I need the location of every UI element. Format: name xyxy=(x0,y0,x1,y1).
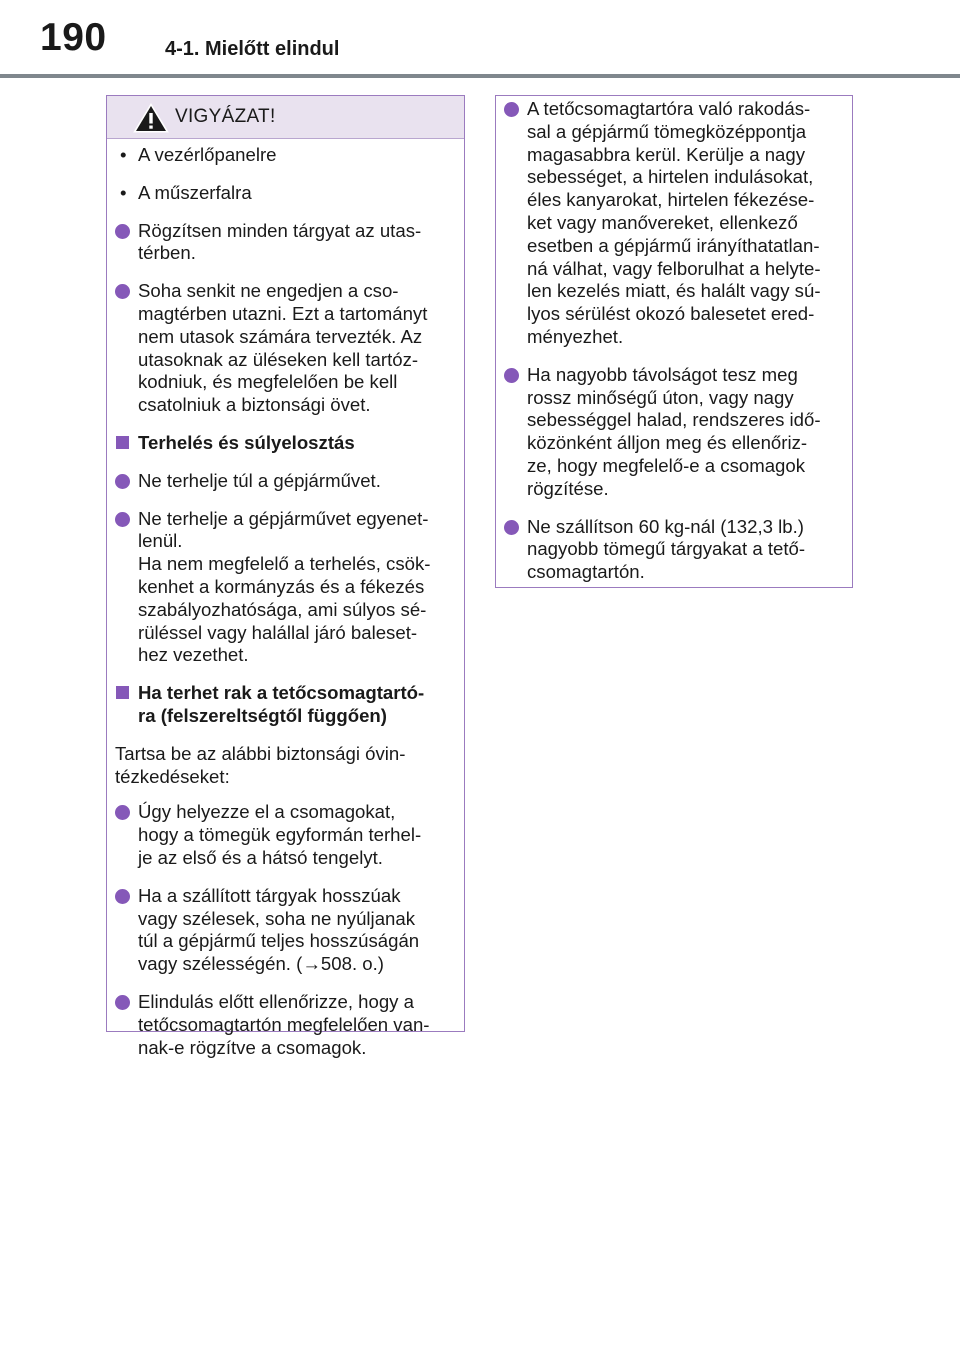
item-text: Ha terhet rak a tetőcsomagtartó- ra (felszereltségtől függően) xyxy=(138,682,425,726)
list-marker xyxy=(115,801,138,869)
warning-box-right xyxy=(495,95,853,588)
item-text: Úgy helyezze el a csomagokat, hogy a tömegük egyformán terhel- je az első és a hátsó tengelyt. xyxy=(138,801,422,868)
list-item xyxy=(504,516,836,584)
list-marker xyxy=(115,470,138,493)
list-item xyxy=(504,98,836,349)
list-marker xyxy=(115,991,138,1059)
bullet-dot-icon xyxy=(115,889,130,904)
list-marker xyxy=(115,432,138,455)
item-text: Terhelés és súlyelosztás xyxy=(138,431,355,453)
warning-box-left xyxy=(106,95,465,1058)
paragraph: Tartsa be az alábbi biztonsági óvin- tézkedéseket: xyxy=(115,742,406,787)
list-item xyxy=(115,508,448,668)
list-item xyxy=(115,144,448,167)
bullet-dot-icon xyxy=(504,520,519,535)
square-marker-icon xyxy=(116,436,129,449)
bullet-dot-icon xyxy=(115,284,130,299)
list-marker xyxy=(504,364,527,501)
bullet-dot-icon xyxy=(115,512,130,527)
item-text: Ne terhelje a gépjárművet egyenet- lenül. Ha nem megfelelő a terhelés, csök- kenhet a kormányzás és a fékezés szabályozhatósága, ami súlyos sé- rüléssel vagy halállal járó baleset- hez vezethet. xyxy=(138,507,431,666)
list-marker xyxy=(115,885,138,976)
list-marker xyxy=(115,508,138,668)
bullet-dot-icon xyxy=(504,102,519,117)
item-text: Ha nagyobb távolságot tesz meg rossz minőségű úton, vagy nagy sebességgel halad, rendszeres idő- közönként álljon meg és ellenőriz- ze, hogy megfelelő-e a csomagok rögzítése. xyxy=(527,363,821,499)
bullet-dot-icon xyxy=(115,224,130,239)
list-marker xyxy=(115,682,138,728)
bullet-dot-icon xyxy=(115,995,130,1010)
warning-content-left xyxy=(107,139,464,1059)
list-marker xyxy=(115,220,138,266)
list-item xyxy=(115,801,448,869)
item-text: Ne terhelje túl a gépjárművet. xyxy=(138,469,381,491)
item-text: A műszerfalra xyxy=(138,181,252,203)
item-text: A vezérlőpanelre xyxy=(138,144,277,165)
warning-title: VIGYÁZAT! xyxy=(175,106,276,127)
item-text: Ne szállítson 60 kg-nál (132,3 lb.) nagyobb tömegű tárgyakat a tető- csomagtartón. xyxy=(527,515,806,583)
item-text: Elindulás előtt ellenőrizze, hogy a tetőcsomagtartón megfelelően van- nak-e rögzítve a csomagok. xyxy=(138,990,430,1058)
item-text: Ha a szállított tárgyak hosszúak vagy szélesek, soha ne nyúljanak túl a gépjármű teljes hosszúságán vagy szélességén. (→508. o.) xyxy=(138,884,420,975)
list-item xyxy=(115,470,448,493)
subheading xyxy=(115,682,448,728)
list-item xyxy=(115,182,448,205)
item-text: Rögzítsen minden tárgyat az utas- térben. xyxy=(138,219,422,264)
bullet-dot-icon xyxy=(115,805,130,820)
list-marker xyxy=(115,280,138,417)
square-marker-icon xyxy=(116,686,129,699)
page-header xyxy=(0,0,960,78)
list-marker xyxy=(504,516,527,584)
list-item xyxy=(115,220,448,266)
item-text: Soha senkit ne engedjen a cso- magtérben utazni. Ezt a tartományt nem utasok számára tervezték. Az utasoknak az üléseken kell tartóz- kodniuk, és megfelelően be kell csatolniuk a biztonsági övet. xyxy=(138,280,428,416)
header-divider xyxy=(0,74,960,78)
warning-content-right xyxy=(496,96,852,584)
bullet-dot-icon xyxy=(504,368,519,383)
subheading xyxy=(115,432,448,455)
item-text: A tetőcsomagtartóra való rakodás- sal a gépjármű tömegközéppontja magasabbra kerül. Kerülje a nagy sebességet, a hirtelen indulásokat, éles kanyarokat, hirtelen fékezése- ket vagy manővereket, ellenkező esetben a gépjármű irányíthatatlan- ná válhat, vagy felborulhat a helyte- len kezelés miatt, és halált vagy sú- lyos sérülést okozó balesetet ered- ményezhet. xyxy=(527,98,821,347)
list-item xyxy=(115,991,448,1059)
warning-triangle-icon xyxy=(133,103,169,133)
list-item xyxy=(504,364,836,501)
bullet-icon: • xyxy=(120,144,127,165)
bullet-icon: • xyxy=(120,181,127,203)
list-item xyxy=(115,280,448,417)
list-marker xyxy=(115,144,138,167)
list-marker xyxy=(504,98,527,349)
page-number: 190 xyxy=(40,16,107,59)
bullet-dot-icon xyxy=(115,474,130,489)
list-marker xyxy=(115,182,138,205)
section-title: 4-1. Mielőtt elindul xyxy=(165,38,340,60)
warning-header xyxy=(107,96,464,139)
list-item xyxy=(115,885,448,976)
